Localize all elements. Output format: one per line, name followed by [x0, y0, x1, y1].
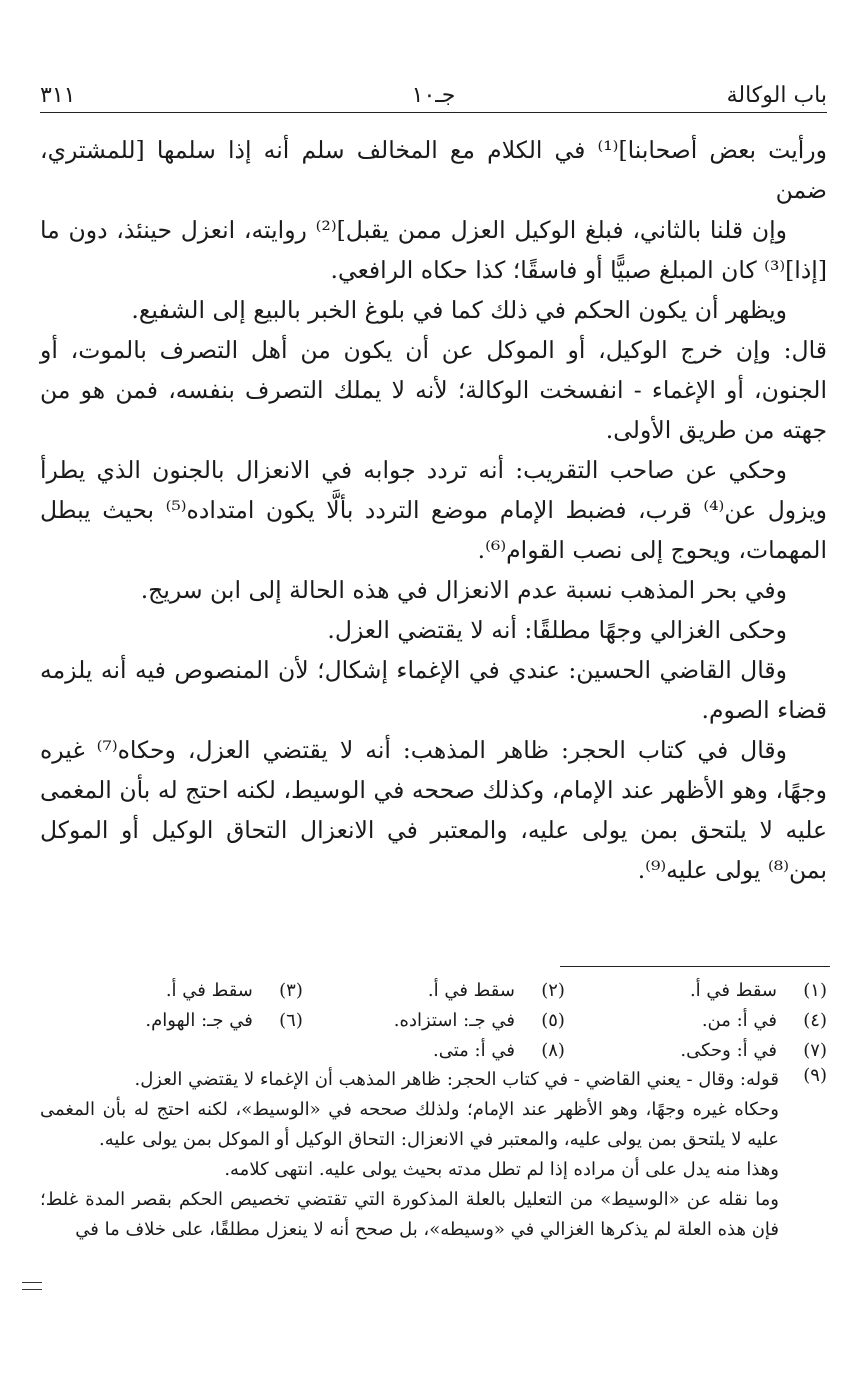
footnotes-short	[40, 975, 827, 1065]
paragraph: وفي بحر المذهب نسبة عدم الانعزال في هذه الحالة إلى ابن سريج.	[140, 576, 787, 604]
paragraph: وحكي عن صاحب التقريب: أنه تردد جوابه في الانعزال بالجنون الذي يطرأ ويزول عن⁽⁴⁾ قرب، فضبط الإمام موضع التردد بألَّا يكون امتداده⁽⁵⁾ بحيث يبطل المهمات، ويحوج إلى نصب القوام⁽⁶⁾.	[40, 456, 827, 564]
footnote-number: (٩)	[803, 1065, 827, 1086]
chapter-title: باب الوكالة	[726, 83, 827, 108]
footnote-paragraph: وما نقله عن «الوسيط» من التعليل بالعلة المذكورة التي تقتضي تخصيص الحكم بقصر المدة غلط؛ فإن هذه العلة لم يذكرها الغزالي في «وسيطه»، بل صحح أنه لا ينعزل مطلقًا، على خلاف ما في	[40, 1189, 779, 1240]
footnote	[303, 1040, 565, 1061]
footnote	[565, 1040, 827, 1061]
footnote-text: في جـ: استزاده.	[393, 1009, 515, 1031]
footnote-number: (١)	[803, 979, 827, 1001]
paragraph: قال: وإن خرج الوكيل، أو الموكل عن أن يكون من أهل التصرف بالموت، أو الجنون، أو الإغماء - انفسخت الوكالة؛ لأنه لا يملك التصرف بنفسه، فمن هو من جهته من طريق الأولى.	[40, 336, 827, 444]
footnote-number: (٨)	[541, 1039, 565, 1061]
paragraph: وحكى الغزالي وجهًا مطلقًا: أنه لا يقتضي العزل.	[327, 616, 787, 644]
footnote-number: (٢)	[541, 979, 565, 1001]
footnote-row	[40, 1035, 827, 1065]
footnote-paragraph: وهذا منه يدل على أن مراده إذا لم تطل مدته بحيث يولى عليه. انتهى كلامه.	[224, 1159, 779, 1180]
footnote	[303, 1010, 565, 1031]
footnote	[41, 980, 303, 1001]
footnote-text: سقط في أ.	[165, 979, 253, 1001]
paragraph: وقال في كتاب الحجر: ظاهر المذهب: أنه لا يقتضي العزل، وحكاه⁽⁷⁾ غيره وجهًا، وهو الأظهر عند الإمام، وكذلك صححه في الوسيط، لكنه احتج له بأن المغمى عليه لا يلتحق بمن يولى عليه، والمعتبر في الانعزال التحاق الوكيل أو الموكل بمن⁽⁸⁾ يولى عليه⁽⁹⁾.	[40, 736, 827, 884]
paragraph: ويظهر أن يكون الحكم في ذلك كما في بلوغ الخبر بالبيع إلى الشفيع.	[131, 296, 787, 324]
header-rule	[40, 112, 827, 113]
footnote	[565, 980, 827, 1001]
footnote-text: سقط في أ.	[427, 979, 515, 1001]
footnote-paragraph: قوله: وقال - يعني القاضي - في كتاب الحجر: ظاهر المذهب أن الإغماء لا يقتضي العزل.	[134, 1069, 779, 1090]
running-header	[40, 78, 827, 108]
footnote-text: في أ: من.	[701, 1009, 777, 1031]
footnote	[303, 980, 565, 1001]
footnote-text: في جـ: الهوام.	[145, 1009, 253, 1031]
main-text	[40, 130, 827, 890]
footnote-text: في أ: وحكى.	[680, 1039, 777, 1061]
paragraph: ورأيت بعض أصحابنا]⁽¹⁾ في الكلام مع المخالف سلم أنه إذا سلمها [للمشتري، ضمن	[40, 136, 827, 204]
footnote-row	[40, 1005, 827, 1035]
footnote-number: (٦)	[279, 1009, 303, 1031]
footnote-row	[40, 975, 827, 1005]
footnote	[565, 1010, 827, 1031]
page-number: ٣١١	[40, 83, 76, 108]
volume-number: جـ١٠	[411, 83, 456, 108]
paragraph: وإن قلنا بالثاني، فبلغ الوكيل العزل ممن يقبل]⁽²⁾ روايته، انعزل حينئذ، دون ما [إذا]⁽³⁾ كان المبلغ صبيًّا أو فاسقًا؛ كذا حكاه الرافعي.	[40, 216, 827, 284]
footnote-number: (٥)	[541, 1009, 565, 1031]
footnote	[41, 1010, 303, 1031]
footnote-long	[40, 1065, 827, 1245]
footnote-number: (٣)	[279, 979, 303, 1001]
footnote-number: (٤)	[803, 1009, 827, 1031]
footnote-separator	[560, 966, 830, 967]
paragraph: وقال القاضي الحسين: عندي في الإغماء إشكال؛ لأن المنصوص فيه أنه يلزمه قضاء الصوم.	[40, 656, 827, 724]
footnote-paragraph: وحكاه غيره وجهًا، وهو الأظهر عند الإمام؛ ولذلك صححه في «الوسيط»، لكنه احتج له بأن المغمى عليه لا يلتحق بمن يولى عليه، والمعتبر في الانعزال: التحاق الوكيل أو الموكل بمن يولى عليه.	[40, 1099, 779, 1150]
continuation-mark	[22, 1282, 42, 1290]
footnote-text: في أ: متى.	[433, 1039, 515, 1061]
footnote-number: (٧)	[803, 1039, 827, 1061]
footnote-text: سقط في أ.	[689, 979, 777, 1001]
